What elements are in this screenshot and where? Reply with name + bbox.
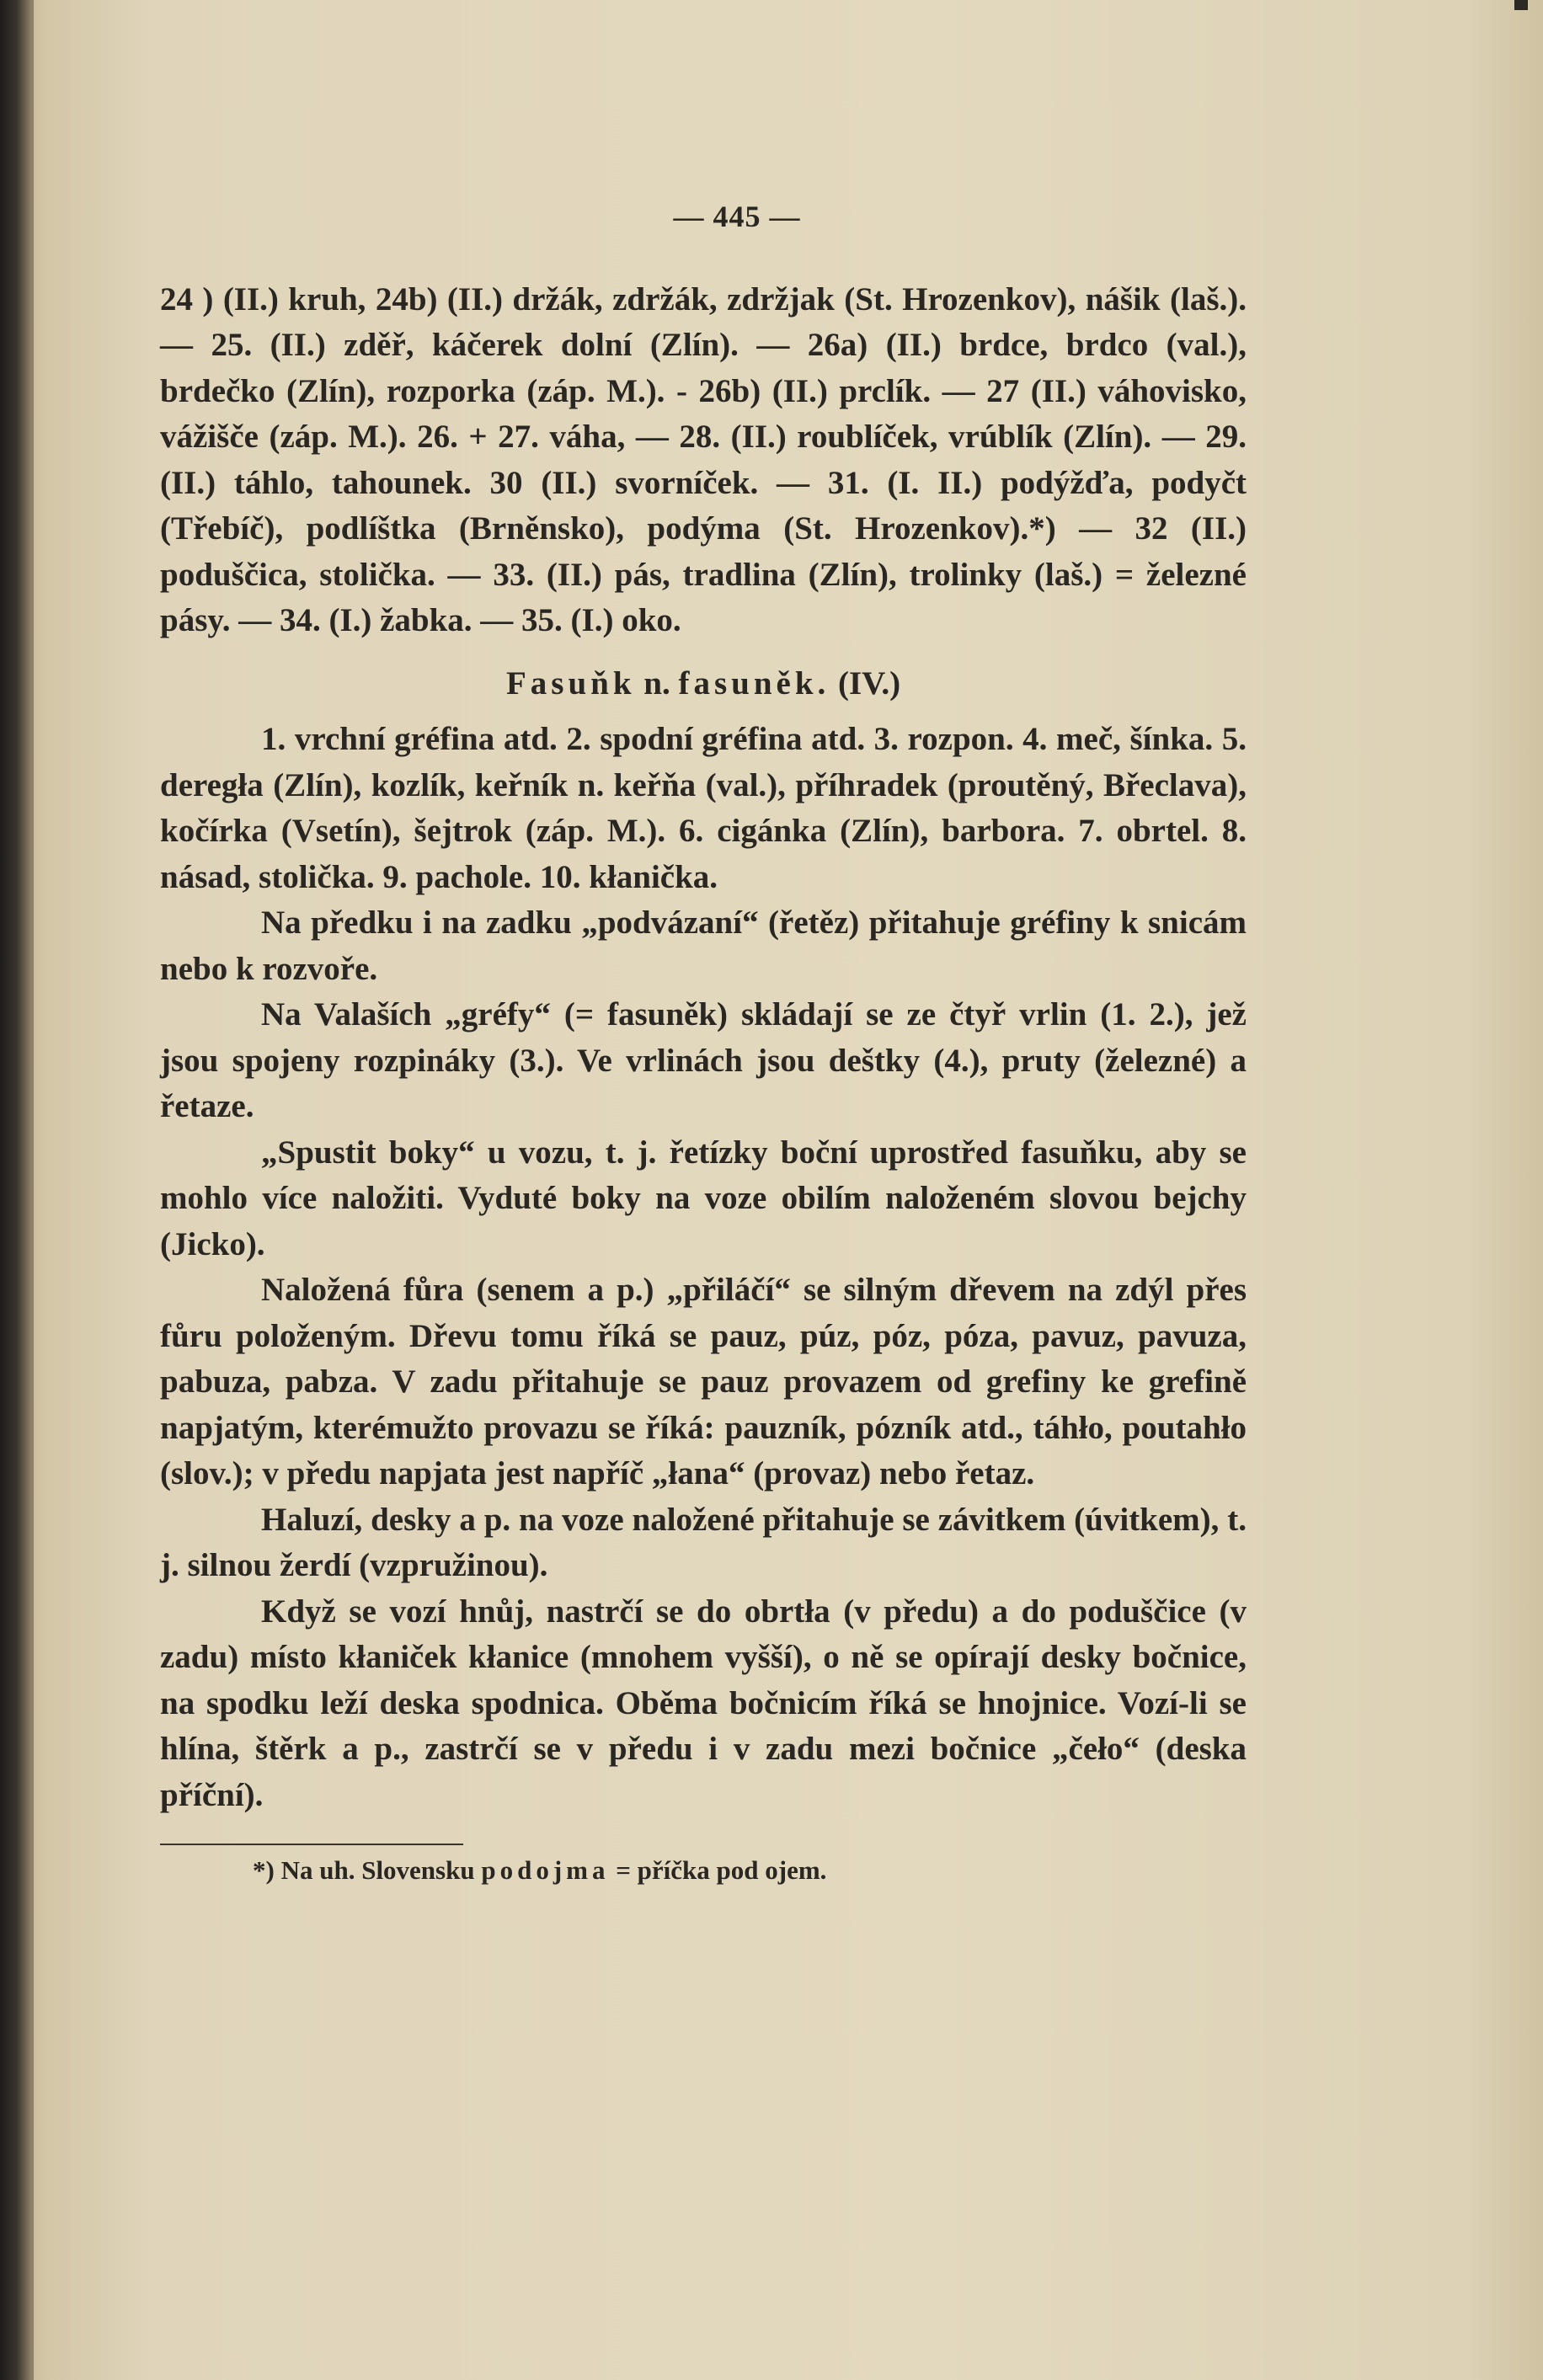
footnote-marker: *) [253,1855,275,1885]
page-text-block [160,194,1247,1887]
heading-suffix: (IV.) [838,664,901,702]
paragraph-nalozena-fura: Naložená fůra (senem a p.) „přiláčí“ se silným dřevem na zdýl přes fůru položeným. Dřevu tomu říká se pauz, púz, póz, póza, pavuz, pavuza, pabuza, pabza. V zadu přitahuje se pauz provazem od grefiny ke grefině napjatým, kterémužto provazu se říká: pauzník, pózník atd., táhło, poutahło (slov.); v předu napjata jest napříč „łana“ (provaz) nebo řetaz. [160,1272,1247,1492]
footnote-divider [160,1844,463,1845]
corner-mark [1514,0,1528,10]
footnote [160,1854,1247,1887]
book-spine-shadow [0,0,30,2380]
paragraph-valasi: Na Valaších „gréfy“ (= fasuněk) skládají se ze čtyř vrlin (1. 2.), jež jsou spojeny rozpináky (3.). Ve vrlinách jsou deštky (4.), pruty (železné) a řetaze. [160,996,1247,1124]
heading-conjunction: n. [643,664,670,702]
paragraph-hnuj: Když se vozí hnůj, nastrčí se do obrtła (v předu) a do poduščice (v zadu) místo kłaniček kłanice (mnohem vyšší), o ně se opírají desky bočnice, na spodku leží deska spodnica. Oběma bočnicím říká se hnojnice. Vozí-li se hlína, štěrk a p., zastrčí se v předu i v zadu mezi bočnice „čeło“ (deska příční). [160,1593,1247,1813]
paragraph-numbered-parts: 1. vrchní gréfina atd. 2. spodní gréfina atd. 3. rozpon. 4. meč, šínka. 5. deregła (Zlín), kozlík, keřník n. keřňa (val.), příhradek (proutěný, Břeclava), kočírka (Vsetín), šejtrok (záp. M.). 6. cigánka (Zlín), barbora. 7. obrtel. 8. násad, stolička. 9. pachole. 10. kłanička. [160,721,1247,895]
paragraph-haluzi: Haluzí, desky a p. na voze naložené přitahuje se závitkem (úvitkem), t. j. silnou žerdí (vzpružinou). [160,1501,1247,1583]
heading-word-2: fasuněk. [678,664,830,702]
gutter-edge [30,0,34,2380]
footnote-text-before: Na uh. Slovensku [280,1855,475,1885]
heading-word-1: Fasuňk [505,664,636,702]
section-heading [160,661,1247,707]
paragraph-spustit-boky: „Spustit boky“ u vozu, t. j. řetízky boční uprostřed fasuňku, aby se mohlo více naložiti. Vyduté boky na voze obilím naloženém slovou bejchy (Jicko). [160,1134,1247,1262]
paragraph-podvazani: Na předku i na zadku „podvázaní“ (řetěz) přitahuje gréfiny k snicám nebo k rozvoře. [160,905,1247,987]
paragraph-parts-list: 24 ) (II.) kruh, 24b) (II.) držák, zdržák, zdržjak (St. Hrozenkov), nášik (laš.). — 25. (II.) zděř, káčerek dolní (Zlín). — 26a) (II.) brdce, brdco (val.), brdečko (Zlín), rozporka (záp. M.). - 26b) (II.) prclík. — 27 (II.) váhovisko, vážišče (záp. M.). 26. + 27. váha, — 28. (II.) roublíček, vrúblík (Zlín). — 29. (II.) táhlo, tahounek. 30 (II.) svorníček. — 31. (I. II.) podýžďa, podyčt (Třebíč), podlíštka (Brněnsko), podýma (St. Hrozenkov).*) — 32 (II.) poduščica, stolička. — 33. (II.) pás, tradlina (Zlín), trolinky (laš.) = železné pásy. — 34. (I.) žabka. — 35. (I.) oko. [160,280,1247,638]
footnote-text-after: = příčka pod ojem. [616,1855,827,1885]
footnote-spaced-term: podojma [481,1855,610,1885]
page-number: — 445 — [673,200,801,233]
